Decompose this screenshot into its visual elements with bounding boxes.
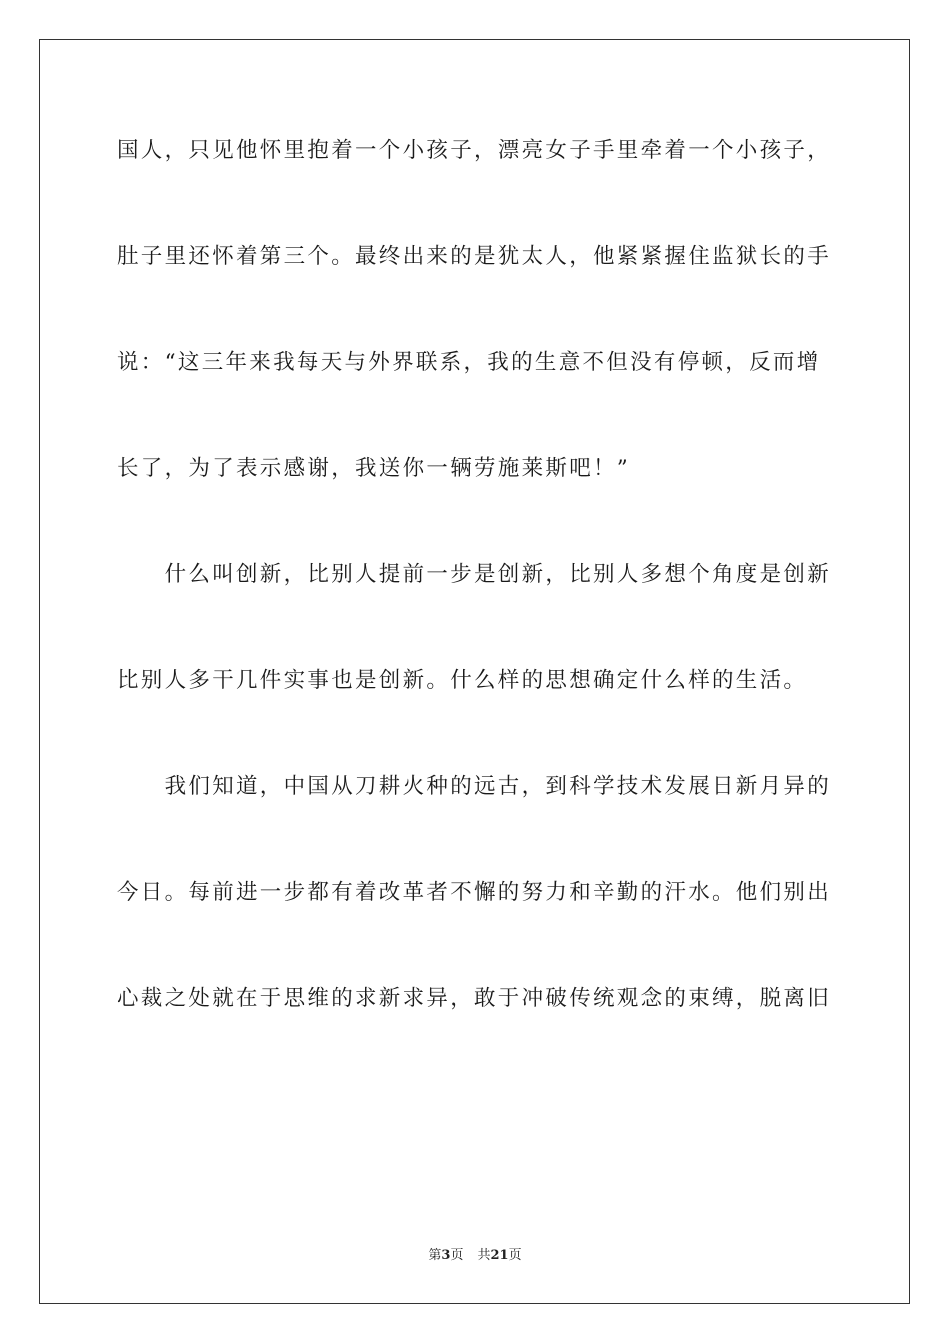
text-line: 肚子里还怀着第三个。最终出来的是犹太人，他紧紧握住监狱长的手 — [117, 244, 832, 269]
text-line: 心裁之处就在于思维的求新求异，敢于冲破传统观念的束缚，脱离旧 — [117, 986, 832, 1011]
total-suffix: 页 — [508, 1248, 522, 1263]
total-pages: 21 — [490, 1248, 509, 1263]
text-line: 比别人多干几件实事也是创新。什么样的思想确定什么样的生活。 — [117, 668, 808, 693]
text-line: 今日。每前进一步都有着改革者不懈的努力和辛勤的汗水。他们别出 — [117, 880, 832, 905]
total-prefix: 共 — [477, 1248, 491, 1263]
text-line: 长了，为了表示感谢，我送你一辆劳施莱斯吧！” — [117, 456, 631, 481]
text-line: 什么叫创新，比别人提前一步是创新，比别人多想个角度是创新 — [117, 562, 832, 587]
body-text — [117, 126, 833, 1080]
page-prefix: 第 — [428, 1248, 442, 1263]
text-line: 说：“这三年来我每天与外界联系，我的生意不但没有停顿，反而增 — [117, 350, 821, 375]
page-suffix: 页 — [450, 1248, 464, 1263]
text-line: 我们知道，中国从刀耕火种的远古，到科学技术发展日新月异的 — [117, 774, 832, 799]
page-number: 3 — [441, 1248, 451, 1263]
text-line: 国人，只见他怀里抱着一个小孩子，漂亮女子手里牵着一个小孩子， — [117, 138, 832, 163]
page-footer — [0, 1244, 950, 1263]
